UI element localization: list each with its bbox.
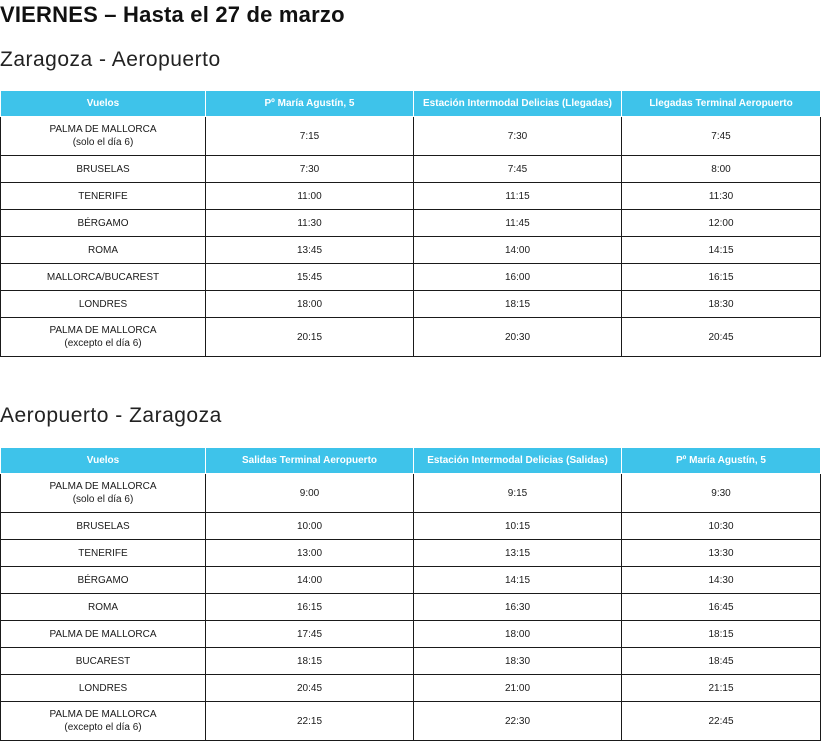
flight-cell: [1, 318, 206, 357]
time-cell: 15:45: [206, 264, 414, 291]
time-cell: 12:00: [622, 210, 821, 237]
time-cell: 21:15: [622, 675, 821, 702]
flight-destination: TENERIFE: [78, 190, 128, 202]
time-cell: 14:00: [206, 567, 414, 594]
flight-note: (solo el día 6): [72, 137, 134, 148]
time-cell: 14:30: [622, 567, 821, 594]
time-cell: 14:15: [622, 237, 821, 264]
flight-destination: MALLORCA/BUCAREST: [46, 271, 160, 283]
time-cell: 11:00: [206, 183, 414, 210]
table-row: [1, 567, 821, 594]
flight-cell: [1, 237, 206, 264]
time-cell: 22:45: [622, 702, 821, 741]
time-cell: 18:15: [414, 291, 622, 318]
flight-destination: BÉRGAMO: [77, 574, 129, 586]
time-cell: 18:30: [414, 648, 622, 675]
table-row: [1, 702, 821, 741]
time-cell: 16:15: [206, 594, 414, 621]
column-header-stop-1: Salidas Terminal Aeropuerto: [206, 448, 414, 474]
page-heading: VIERNES – Hasta el 27 de marzo: [0, 2, 345, 27]
time-cell: 16:30: [414, 594, 622, 621]
flight-destination: BRUSELAS: [76, 163, 130, 175]
section-title-return: Aeropuerto - Zaragoza: [0, 404, 222, 427]
flight-destination: PALMA DE MALLORCA: [49, 628, 157, 640]
time-cell: 11:30: [206, 210, 414, 237]
table-row: [1, 264, 821, 291]
flight-cell: [1, 675, 206, 702]
column-header-flights: Vuelos: [1, 91, 206, 117]
time-cell: 16:15: [622, 264, 821, 291]
column-header-stop-2: Estación Intermodal Delicias (Salidas): [414, 448, 622, 474]
time-cell: 8:00: [622, 156, 821, 183]
table-row: [1, 513, 821, 540]
flight-cell: [1, 291, 206, 318]
column-header-stop-3: Pº María Agustín, 5: [622, 448, 821, 474]
time-cell: 14:15: [414, 567, 622, 594]
flight-cell: [1, 540, 206, 567]
column-header-stop-1: Pº María Agustín, 5: [206, 91, 414, 117]
flight-destination: PALMA DE MALLORCA: [49, 124, 157, 135]
time-cell: 7:45: [622, 117, 821, 156]
time-cell: 10:15: [414, 513, 622, 540]
time-cell: 9:15: [414, 474, 622, 513]
flight-cell: [1, 117, 206, 156]
column-header-flights: Vuelos: [1, 448, 206, 474]
table-header-row: [1, 448, 821, 474]
flight-destination: ROMA: [88, 244, 118, 256]
time-cell: 13:45: [206, 237, 414, 264]
flight-note: (excepto el día 6): [64, 722, 142, 733]
flight-destination: BÉRGAMO: [77, 217, 129, 229]
time-cell: 18:00: [414, 621, 622, 648]
table-row: [1, 474, 821, 513]
flight-destination: PALMA DE MALLORCA: [49, 481, 157, 492]
column-header-stop-2: Estación Intermodal Delicias (Llegadas): [414, 91, 622, 117]
flight-destination: PALMA DE MALLORCA: [49, 709, 157, 720]
time-cell: 11:30: [622, 183, 821, 210]
time-cell: 7:30: [206, 156, 414, 183]
table-row: [1, 291, 821, 318]
time-cell: 18:15: [206, 648, 414, 675]
time-cell: 16:45: [622, 594, 821, 621]
section-title-outbound: Zaragoza - Aeropuerto: [0, 48, 221, 71]
time-cell: 7:30: [414, 117, 622, 156]
flight-destination: BRUSELAS: [76, 520, 130, 532]
time-cell: 20:45: [206, 675, 414, 702]
flight-note: (solo el día 6): [72, 494, 134, 505]
time-cell: 11:45: [414, 210, 622, 237]
time-cell: 10:00: [206, 513, 414, 540]
column-header-stop-3: Llegadas Terminal Aeropuerto: [622, 91, 821, 117]
flight-cell: [1, 702, 206, 741]
flight-cell: [1, 621, 206, 648]
table-row: [1, 318, 821, 357]
table-header-row: [1, 91, 821, 117]
flight-destination: BUCAREST: [75, 655, 131, 667]
time-cell: 22:15: [206, 702, 414, 741]
table-row: [1, 621, 821, 648]
time-cell: 13:30: [622, 540, 821, 567]
table-row: [1, 210, 821, 237]
time-cell: 18:15: [622, 621, 821, 648]
flight-cell: [1, 210, 206, 237]
flight-destination: ROMA: [88, 601, 118, 613]
table-row: [1, 594, 821, 621]
flight-cell: [1, 156, 206, 183]
time-cell: 9:30: [622, 474, 821, 513]
time-cell: 9:00: [206, 474, 414, 513]
flight-note: (excepto el día 6): [64, 338, 142, 349]
flight-cell: [1, 264, 206, 291]
time-cell: 18:30: [622, 291, 821, 318]
schedule-body: [1, 474, 821, 741]
table-row: [1, 183, 821, 210]
time-cell: 20:30: [414, 318, 622, 357]
time-cell: 13:15: [414, 540, 622, 567]
flight-destination: LONDRES: [78, 682, 128, 694]
flight-cell: [1, 648, 206, 675]
table-row: [1, 675, 821, 702]
time-cell: 20:45: [622, 318, 821, 357]
time-cell: 20:15: [206, 318, 414, 357]
time-cell: 16:00: [414, 264, 622, 291]
time-cell: 7:45: [414, 156, 622, 183]
flight-cell: [1, 513, 206, 540]
schedule-table-return: [0, 447, 821, 741]
time-cell: 21:00: [414, 675, 622, 702]
flight-cell: [1, 594, 206, 621]
time-cell: 7:15: [206, 117, 414, 156]
table-row: [1, 156, 821, 183]
time-cell: 18:45: [622, 648, 821, 675]
flight-cell: [1, 474, 206, 513]
table-row: [1, 540, 821, 567]
schedule-body: [1, 117, 821, 357]
flight-cell: [1, 183, 206, 210]
table-row: [1, 117, 821, 156]
time-cell: 13:00: [206, 540, 414, 567]
flight-destination: PALMA DE MALLORCA: [49, 325, 157, 336]
time-cell: 22:30: [414, 702, 622, 741]
time-cell: 18:00: [206, 291, 414, 318]
time-cell: 11:15: [414, 183, 622, 210]
time-cell: 10:30: [622, 513, 821, 540]
flight-destination: LONDRES: [78, 298, 128, 310]
table-row: [1, 648, 821, 675]
flight-destination: TENERIFE: [78, 547, 128, 559]
flight-cell: [1, 567, 206, 594]
time-cell: 17:45: [206, 621, 414, 648]
time-cell: 14:00: [414, 237, 622, 264]
schedule-table-outbound: [0, 90, 821, 357]
table-row: [1, 237, 821, 264]
